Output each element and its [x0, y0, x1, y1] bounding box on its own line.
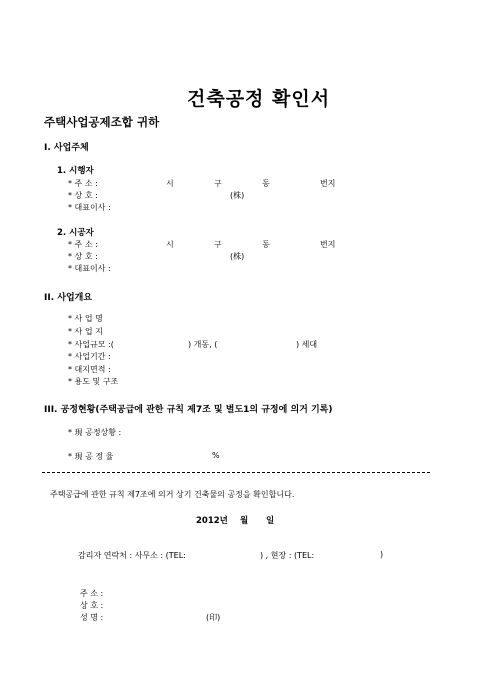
- party2-heading: 2. 시공자: [57, 228, 94, 238]
- section3-heading: III. 공정현황(주택공급에 관한 규칙 제7조 및 별도1의 규정에 의거 기록): [44, 405, 333, 415]
- party1-ceo-label: * 대표이사 :: [68, 203, 111, 212]
- use-structure-label: * 용도 및 구조: [68, 377, 119, 386]
- signer-company-label: 상 호 :: [80, 601, 104, 610]
- party2-dong: 동: [262, 240, 270, 249]
- signer-name-label: 성 명 :: [80, 613, 104, 622]
- party1-beonji: 번지: [320, 179, 336, 188]
- progress-rate-label: * 現 공 정 율: [68, 452, 114, 461]
- party2-name-label: * 상 호 :: [68, 252, 98, 261]
- project-period-label: * 사업기간 :: [68, 352, 111, 361]
- addressee-suffix: 귀하: [137, 115, 160, 129]
- party1-heading: 1. 시행자: [57, 166, 94, 176]
- progress-rate-unit: %: [212, 451, 220, 460]
- contact-office-label: 감리자 연락처 : 사무소 : (TEL:: [78, 551, 186, 560]
- party1-addr-label: * 주 소 :: [68, 179, 98, 188]
- party1-name-label: * 상 호 :: [68, 191, 98, 200]
- party1-si: 시: [166, 179, 174, 188]
- project-site-label: * 사 업 지: [68, 327, 103, 336]
- date-month: 월: [240, 516, 249, 526]
- project-scale-label: * 사업규모 :(: [68, 340, 114, 349]
- party2-gu: 구: [214, 240, 222, 249]
- page-title: 건축공정 확인서: [187, 88, 331, 110]
- current-status-label: * 現 공정상황 :: [68, 428, 122, 437]
- party2-addr-label: * 주 소 :: [68, 240, 98, 249]
- party1-dong: 동: [262, 179, 270, 188]
- contact-end: ): [380, 550, 384, 559]
- party2-corp: (株): [230, 252, 245, 261]
- section1-heading: I. 사업주체: [44, 143, 89, 153]
- addressee-org: 주택사업공제조합: [44, 115, 133, 129]
- contact-site-label: ) , 현장 : (TEL:: [260, 551, 315, 560]
- seal-mark: (印): [206, 613, 221, 622]
- date-year: 2012년: [196, 516, 228, 526]
- party2-ceo-label: * 대표이사 :: [68, 264, 111, 273]
- land-area-label: * 대지면적 :: [68, 365, 111, 374]
- dashed-divider: [42, 472, 430, 473]
- party1-corp: (株): [230, 191, 245, 200]
- party2-si: 시: [166, 240, 174, 249]
- project-name-label: * 사 업 명: [68, 314, 103, 323]
- party1-gu: 구: [214, 179, 222, 188]
- section2-heading: II. 사업개요: [44, 293, 93, 303]
- party2-beonji: 번지: [320, 240, 336, 249]
- project-scale-buildings: ) 개동, (: [188, 340, 218, 349]
- signer-address-label: 주 소 :: [80, 589, 104, 598]
- confirm-text: 주택공급에 관한 규칙 제7조에 의거 상기 건축물의 공정을 확인합니다.: [50, 490, 295, 499]
- date-day: 일: [266, 516, 275, 526]
- project-scale-units: ) 세대: [296, 340, 318, 349]
